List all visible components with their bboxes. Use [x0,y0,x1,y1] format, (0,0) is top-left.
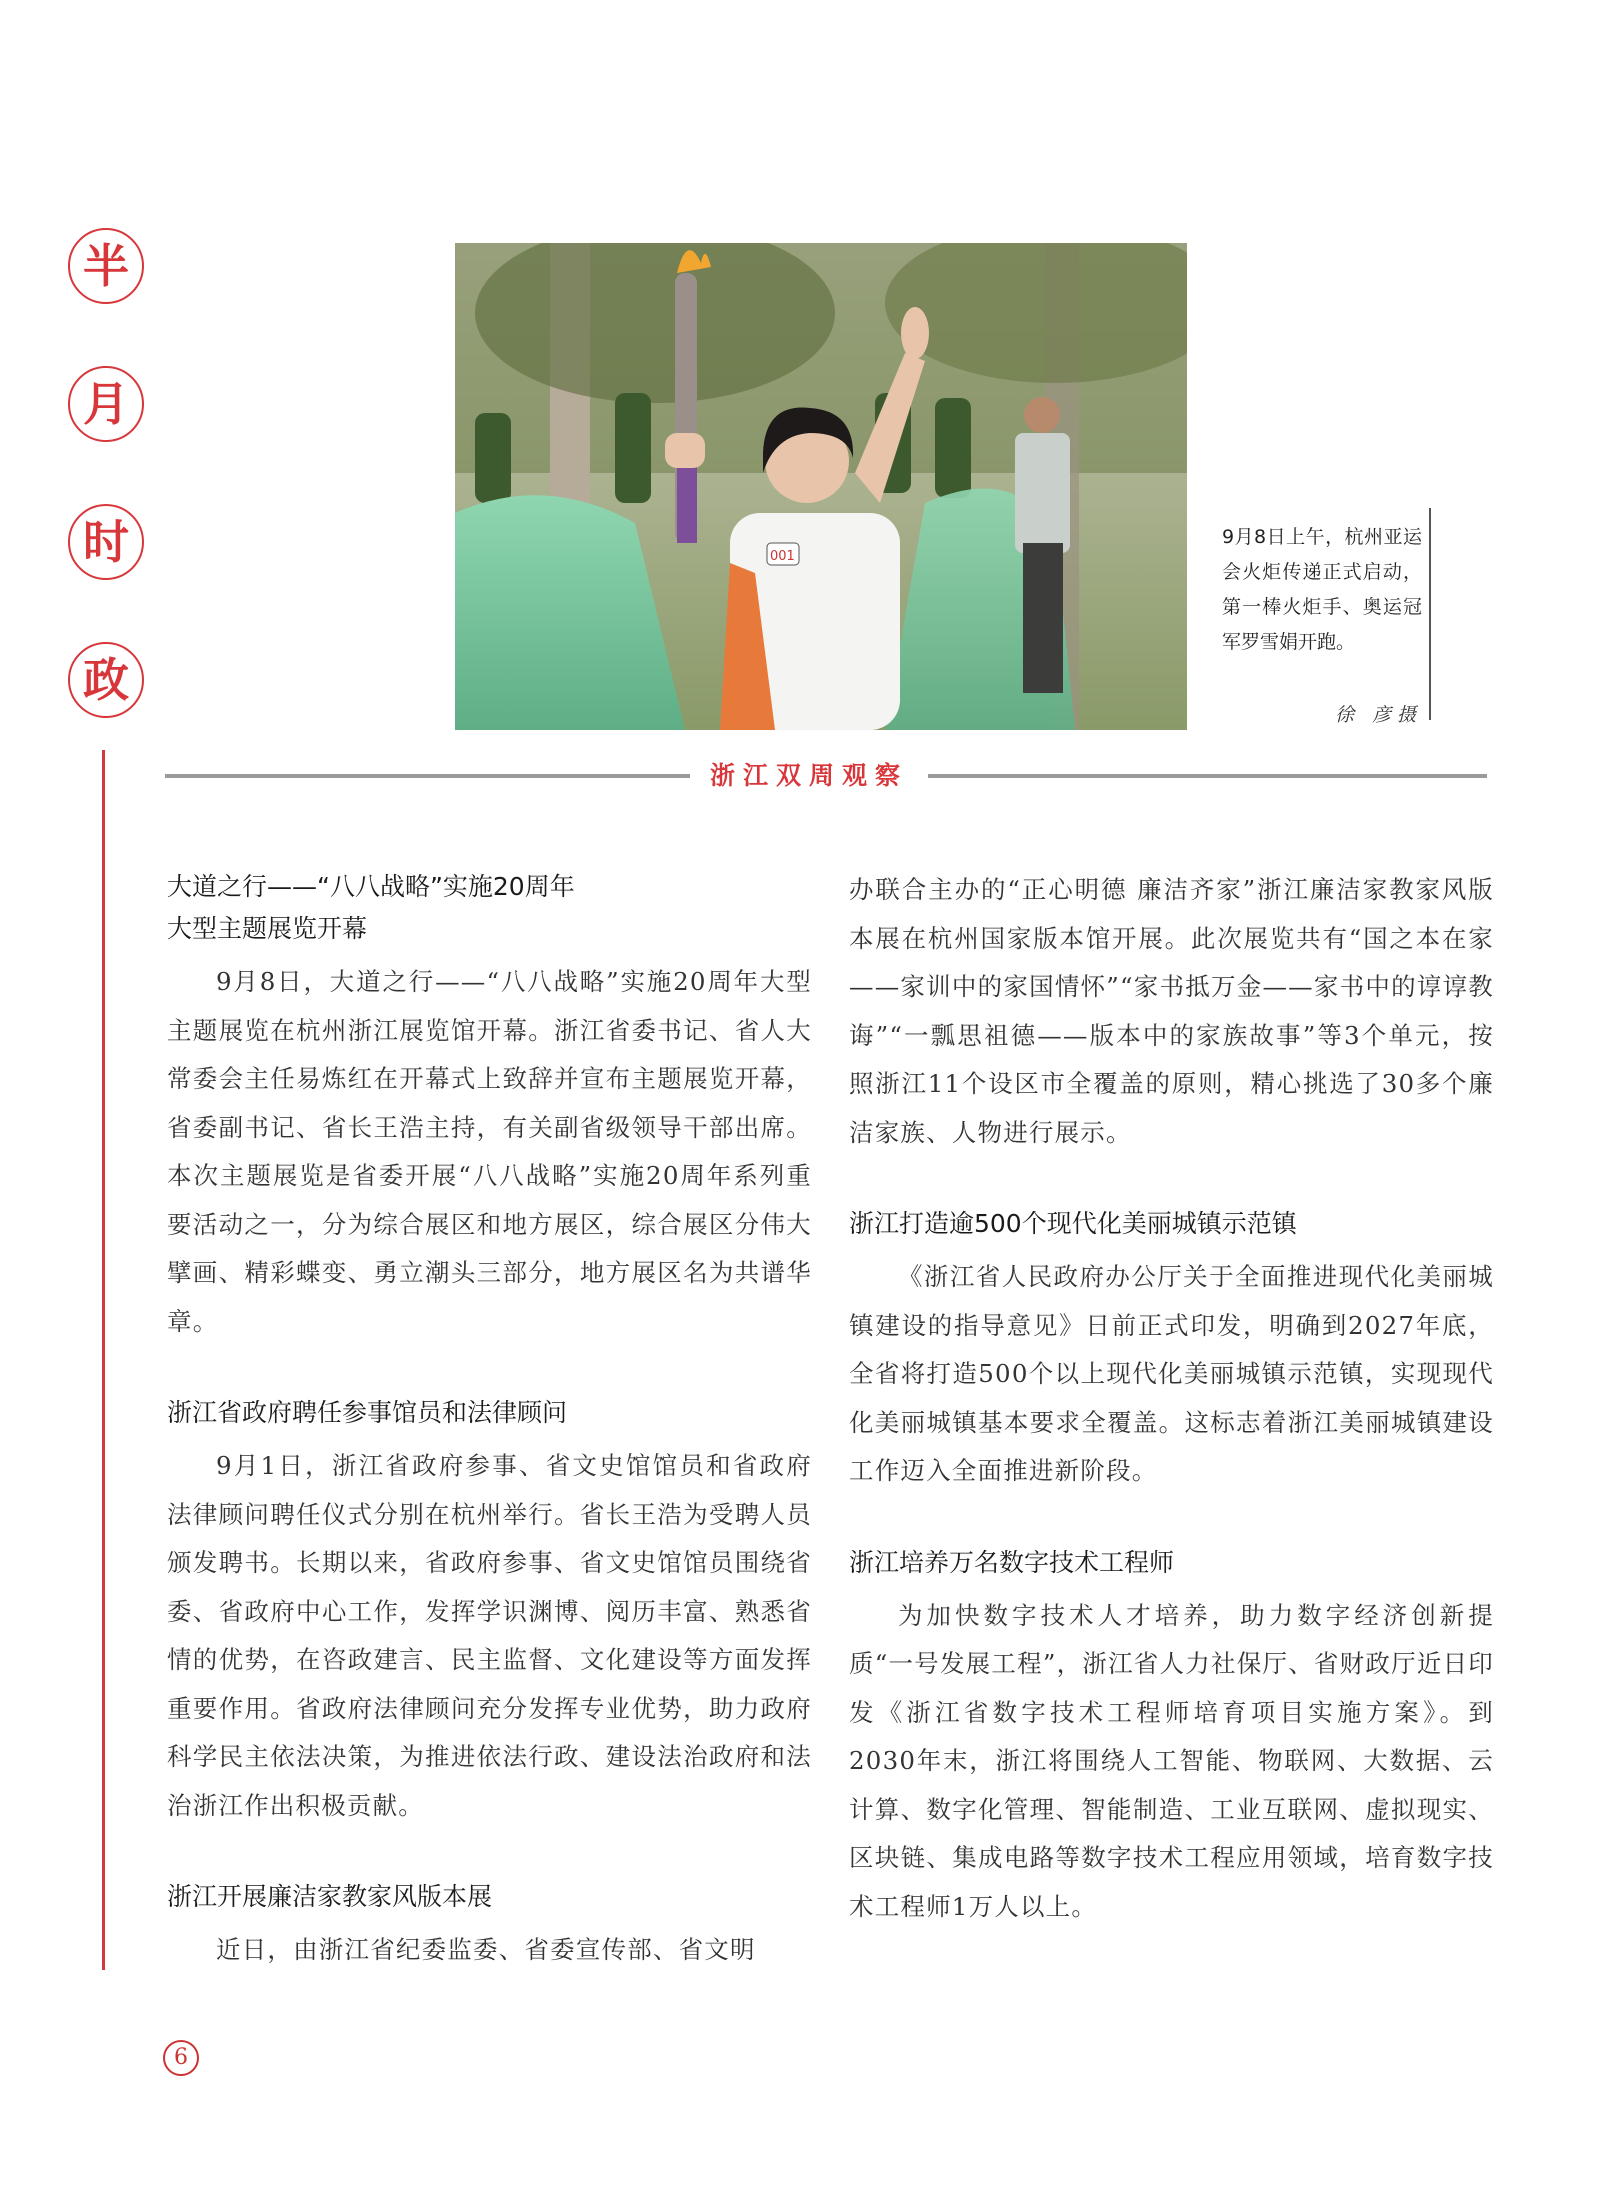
article-body: 《浙江省人民政府办公厅关于全面推进现代化美丽城镇建设的指导意见》日前正式印发，明确到2027年底，全省将打造500个以上现代化美丽城镇示范镇，实现现代化美丽城镇基本要求全覆盖。这标志着浙江美丽城镇建设工作迈入全面推进新阶段。 [849,1262,1494,1485]
article-continued [849,866,1494,1157]
headline-line: 大型主题展览开幕 [167,914,368,943]
article [167,1392,812,1830]
photo-caption: 9月8日上午，杭州亚运会火炬传递正式启动，第一棒火炬手、奥运冠军罗雪娟开跑。 [1222,526,1422,653]
article [167,866,812,1346]
column-label-char: 半 [68,228,144,304]
article-headline: 浙江培养万名数字技术工程师 [849,1547,1175,1577]
bib-number: 001 [770,549,795,564]
column-label-char: 月 [68,366,144,442]
right-column [849,866,1494,1977]
article [849,1542,1494,1932]
article-body: 办联合主办的“正心明德 廉洁齐家”浙江廉洁家教家风版本展在杭州国家版本馆开展。此次展览共有“国之本在家——家训中的家国情怀”“家书抵万金——家书中的谆谆教诲”“一瓢思祖德——版本中的家族故事”等3个单元，按照浙江11个设区市全覆盖的原则，精心挑选了30多个廉洁家族、人物进行展示。 [849,875,1494,1147]
column-label [68,228,148,780]
article-headline [167,866,812,950]
column-label-char: 政 [68,642,144,718]
photo-credit: 徐 彦摄 [1335,704,1423,726]
left-column [167,866,812,2021]
article-body: 9月1日，浙江省政府参事、省文史馆馆员和省政府法律顾问聘任仪式分别在杭州举行。省长王浩为受聘人员颁发聘书。长期以来，省政府参事、省文史馆馆员围绕省委、省政府中心工作，发挥学识渊博、阅历丰富、熟悉省情的优势，在咨政建言、民主监督、文化建设等方面发挥重要作用。省政府法律顾问充分发挥专业优势，助力政府科学民主依法决策，为推进依法行政、建设法治政府和法治浙江作出积极贡献。 [167,1451,812,1820]
headline-line: 大道之行——“八八战略”实施20周年 [167,872,575,901]
article-body: 近日，由浙江省纪委监委、省委宣传部、省文明 [216,1935,756,1964]
article-headline: 浙江开展廉洁家教家风版本展 [167,1882,493,1911]
torch-relay-photo [455,243,1187,730]
article-body: 为加快数字技术人才培养，助力数字经济创新提质“一号发展工程”，浙江省人力社保厅、省财政厅近日印发《浙江省数字技术工程师培育项目实施方案》。到2030年末，浙江将围绕人工智能、物联网、大数据、云计算、数字化管理、智能制造、工业互联网、虚拟现实、区块链、集成电路等数字技术工程应用领域，培育数字技术工程师1万人以上。 [849,1600,1494,1921]
article [167,1876,812,1975]
page-number: 6 [163,2040,199,2076]
article-body: 9月8日，大道之行——“八八战略”实施20周年大型主题展览在杭州浙江展览馆开幕。浙江省委书记、省人大常委会主任易炼红在开幕式上致辞并宣布主题展览开幕，省委副书记、省长王浩主持，有关副省级领导干部出席。本次主题展览是省委开展“八八战略”实施20周年系列重要活动之一，分为综合展区和地方展区，综合展区分伟大擘画、精彩蝶变、勇立潮头三部分，地方展区名为共谱华章。 [167,967,812,1336]
article [849,1203,1494,1496]
article-headline: 浙江省政府聘任参事馆员和法律顾问 [167,1398,568,1427]
side-rule [102,750,105,1970]
column-label-char: 时 [68,504,144,580]
section-title: 浙江双周观察 [690,757,928,795]
article-headline: 浙江打造逾500个现代化美丽城镇示范镇 [849,1209,1297,1238]
